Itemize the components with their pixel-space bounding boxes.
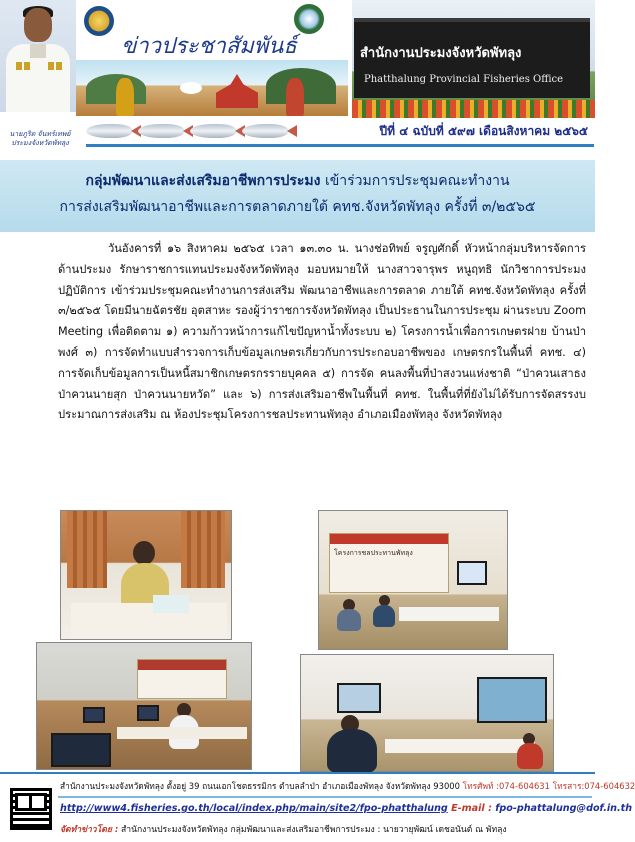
meeting-photo-4 (300, 654, 554, 772)
headline-action: เข้าร่วมการประชุมคณะทำงาน (320, 173, 510, 189)
office-sign (354, 18, 590, 98)
header-divider (86, 144, 594, 147)
contact-numbers: โทรศัพท์ :074-604631 โทรสาร:074-604632 (462, 781, 635, 791)
qr-code-icon[interactable] (10, 788, 52, 830)
credit-line (60, 824, 592, 836)
office-address (60, 780, 635, 792)
meeting-photo-3 (36, 642, 252, 770)
news-body (58, 239, 586, 426)
footer-divider (58, 796, 592, 798)
newsletter-footer (0, 772, 635, 842)
credit-text: สำนักงานประมงจังหวัดพัทลุง กลุ่มพัฒนาและส่งเสริมอาชีพการประมง : นายวายุพัฒน์ เดชอนันต์ ณ พัทลุง (121, 825, 507, 835)
address-text: สำนักงานประมงจังหวัดพัทลุง ตั้งอยู่ 39 ถนนเอกโชตธรรมิกร ตำบลลำป่า อำเภอเมืองพัทลุง จังหวัดพัทลุง 93000 (60, 781, 463, 791)
meeting-photo-1 (60, 510, 232, 640)
official-portrait (0, 0, 76, 130)
issue-info: ปีที่ ๔ ฉบับที่ ๕๙๗ เดือนสิงหาคม ๒๕๖๕ (379, 124, 588, 138)
province-landmarks-image (76, 60, 348, 116)
body-paragraph: วันอังคารที่ ๑๖ สิงหาคม ๒๕๖๕ เวลา ๑๓.๓๐ น. นางช่อทิพย์ จรูญศักดิ์ หัวหน้ากลุ่มบริหารจัดการด้านประมง รักษาราชการแทนประมงจังหวัดพัทลุง มอบหมายให้ นางสาวจารุพร หนูฤทธิ นักวิชาการประมงปฏิบัติการ เข้าร่วมประชุมคณะทำงานการส่งเสริม พัฒนาอาชีพและการตลาด ภายใต้ คทช.จังหวัดพัทลุง ครั้งที่ ๓/๒๕๖๕ โดยมีนายฉัตรชัย อุตสาหะ รองผู้ว่าราชการจังหวัดพัทลุง เป็นประธานในการประชุม ผ่านระบบ Zoom Meeting เพื่อติดตาม ๑) ความก้าวหน้าการแก้ไขปัญหาน้ำทั้งระบบ ๒) โครงการน้ำเพื่อการเกษตรฝาย บ้านป่าพงศ์ ๓) การจัดทำแบบสำรวจการเก็บข้อมูลเกษตรเกี่ยวกับการประกอบอาชีพของ เกษตรกรในพื้นที่ คทช. ๔) การจัดเก็บข้อมูลการเป็นหนี้สมาชิกเกษตรกรรายบุคคล ๕) การจัด คนลงพื้นที่ป่าสงวนแห่งชาติ “ป่าควนเสาธง ป่าควนนายสุก ป่าควนนายหวัด” และ ๖) การส่งเสริมอาชีพในพื้นที่ คทช. ในพื้นที่ที่ยังไม่ได้รับการจัดสรรงบประมาณการส่งเสริม ณ ห้องประชุมโครงการชลประทานพัทลุง อำเภอเมืองพัทลุง จังหวัดพัทลุง (58, 242, 586, 422)
headline-division: กลุ่มพัฒนาและส่งเสริมอาชีพการประมง (85, 173, 321, 189)
web-contact (60, 802, 633, 816)
fish-icon (138, 124, 184, 138)
portrait-caption: นายภูริต จันทร์เทพย์ ประมงจังหวัดพัทลุง (9, 130, 71, 147)
website-link[interactable]: http://www4.fisheries.go.th/local/index.php/main/site2/fpo-phatthalung (60, 803, 448, 814)
newsletter-header (0, 0, 595, 158)
fish-icon (86, 124, 132, 138)
office-sign-thai: สำนักงานประมงจังหวัดพัทลุง (360, 46, 522, 61)
meeting-photo-2 (318, 510, 508, 650)
email-label: E-mail : (451, 803, 492, 814)
banner-title: ข่าวประชาสัมพันธ์ (121, 34, 297, 59)
credit-label: จัดทำข่าวโดย : (60, 825, 119, 835)
headline-line-2: การส่งเสริมพัฒนาอาชีพและการตลาดภายใต้ คทช.จังหวัดพัทลุง ครั้งที่ ๓/๒๕๖๕ (59, 199, 536, 215)
news-headline (0, 160, 595, 232)
office-building-photo (352, 0, 595, 118)
headline-line-1 (6, 168, 589, 194)
office-sign-english: Phatthalung Provincial Fisheries Office (364, 74, 564, 85)
fish-icon (190, 124, 236, 138)
fish-decoration (86, 120, 292, 142)
email-link[interactable]: fpo-phattalung@dof.in.th (495, 803, 633, 814)
fish-icon (242, 124, 288, 138)
room-banner-text: โครงการชลประทานพัทลุง (334, 549, 413, 557)
